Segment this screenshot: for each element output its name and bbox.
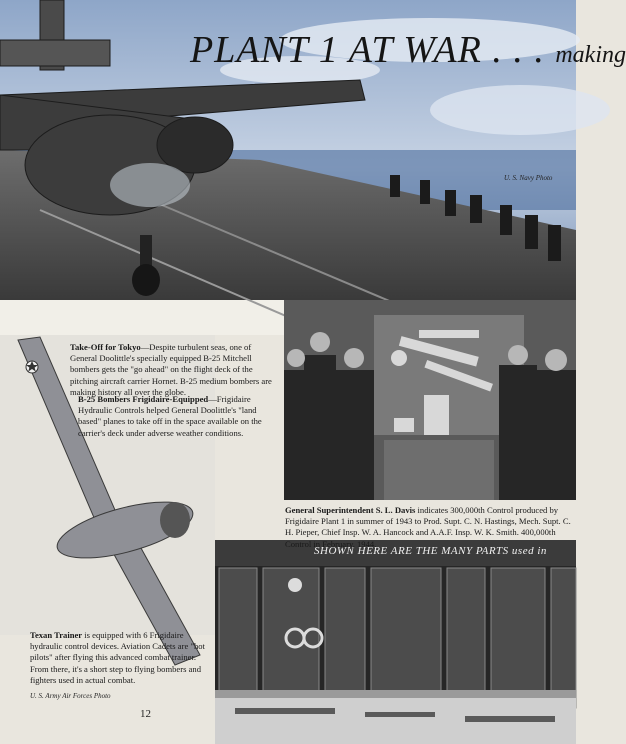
army-photo-credit: U. S. Army Air Forces Photo [30, 692, 111, 700]
parts-display-photo [215, 540, 576, 744]
plant-officials-photo [284, 300, 576, 500]
caption-b25-text: —Frigidaire Hydraulic Controls helped General Doolittle's "land based" planes to take off in the space available on the carrier's deck under adverse weather conditions. [78, 394, 262, 438]
caption-davis-text: indicates 300,000th Control produced by Frigidaire Plant 1 in summer of 1943 to Prod. Supt. C. N. Hastings, Mech. Supt. C. H. Pieper, Chief Insp. W. A. Hancock and A.A.F. Insp. W. K. Smith. 400,000th Control in February, 1944. [285, 505, 571, 549]
caption-takeoff-heading: Take-Off for Tokyo [70, 342, 141, 352]
caption-texan-heading: Texan Trainer [30, 630, 83, 640]
caption-texan-text: is equipped with 6 Frigidaire hydraulic control devices. Aviation Cadets are "hot pilots" after flying this advanced combat trainer. From there, it's a short step to flying bombers and fighters used in actual combat. [30, 630, 205, 685]
title-main: PLANT 1 AT WAR . . . [190, 29, 545, 71]
caption-b25-heading: B-25 Bombers Frigidaire-Equipped [78, 394, 209, 404]
page-title [190, 28, 626, 72]
caption-takeoff [70, 342, 278, 398]
caption-b25 [78, 394, 278, 439]
display-banner: SHOWN HERE ARE THE MANY PARTS used in [314, 545, 547, 557]
caption-takeoff-text: —Despite turbulent seas, one of General Doolittle's specially equipped B-25 Mitchell bombers gets the "go ahead" on the flight deck of the pitching aircraft carrier Hornet. B-25 medium bombers are making history all over the globe. [70, 342, 272, 397]
caption-texan [30, 630, 212, 686]
navy-photo-credit: U. S. Navy Photo [504, 174, 553, 182]
page-number: 12 [140, 708, 151, 720]
caption-davis-heading: General Superintendent S. L. Davis [285, 505, 416, 515]
caption-davis [285, 505, 571, 550]
title-continuation: making [555, 42, 626, 68]
